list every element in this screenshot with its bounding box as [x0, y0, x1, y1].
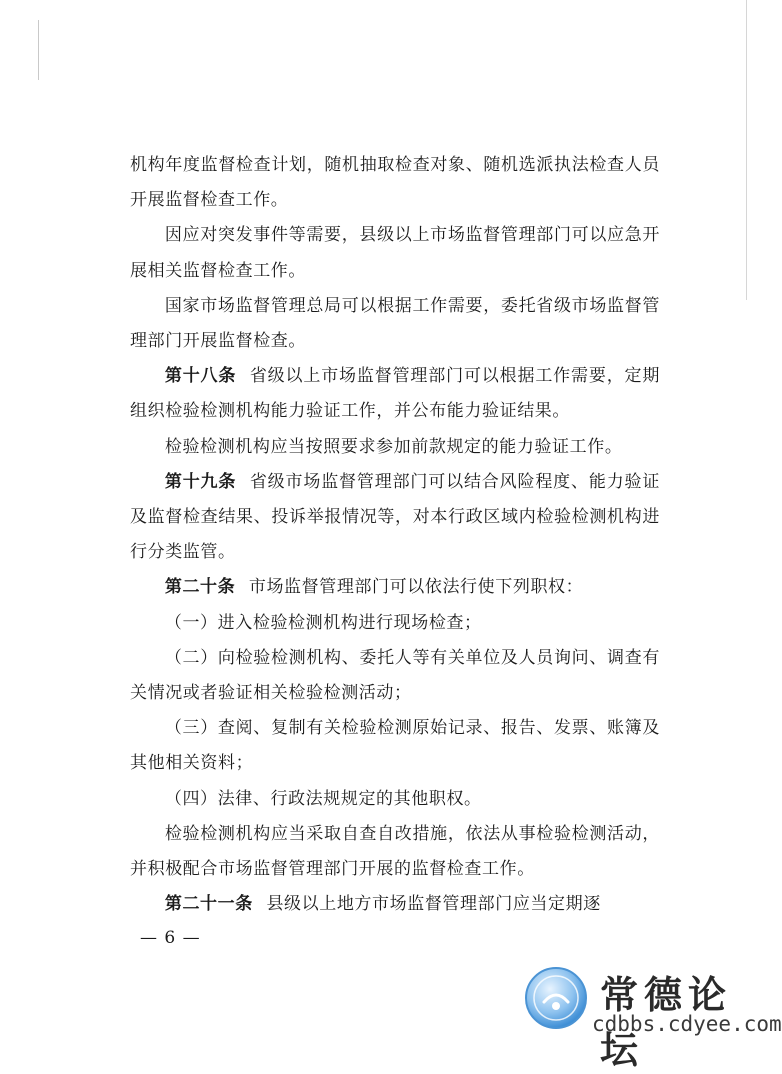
paragraph-text: （一）进入检验检测机构进行现场检查； [164, 612, 482, 633]
paragraph-text: 检验检测机构应当采取自查自改措施，依法从事检验检测活动，并积极配合市场监督管理部门开展的监督检查工作。 [130, 823, 660, 880]
paragraph [130, 218, 660, 288]
paragraph-text: 国家市场监督管理总局可以根据工作需要，委托省级市场监督管理部门开展监督检查。 [130, 295, 660, 352]
list-item [130, 711, 660, 781]
paragraph-text: 机构年度监督检查计划，随机抽取检查对象、随机选派执法检查人员开展监督检查工作。 [130, 155, 660, 211]
watermark-url: cdbbs.cdyee.com [592, 1012, 782, 1036]
paragraph [130, 148, 660, 218]
paragraph [130, 430, 660, 465]
document-body [130, 148, 660, 922]
article-19 [130, 465, 660, 571]
forum-logo-icon [524, 966, 588, 1030]
page-number: — 6 — [140, 928, 201, 948]
paragraph-text: （四）法律、行政法规规定的其他职权。 [164, 788, 482, 809]
watermark-title: 常德论坛 [600, 972, 733, 1072]
article-heading: 第二十条 [164, 577, 236, 598]
list-item [130, 641, 660, 711]
paragraph-text: 省级市场监督管理部门可以结合风险程度、能力验证及监督检查结果、投诉举报情况等，对本行政区域内检验检测机构进行分类监管。 [130, 471, 660, 563]
article-heading: 第十九条 [164, 471, 237, 492]
paragraph-text: 检验检测机构应当按照要求参加前款规定的能力验证工作。 [164, 436, 623, 457]
paragraph [130, 817, 660, 887]
list-item [130, 782, 660, 817]
paragraph-text: 市场监督管理部门可以依法行使下列职权： [248, 577, 584, 598]
paragraph-text: 省级以上市场监督管理部门可以根据工作需要，定期组织检验检测机构能力验证工作，并公布能力验证结果。 [130, 366, 660, 422]
paragraph-text: 因应对突发事件等需要，县级以上市场监督管理部门可以应急开展相关监督检查工作。 [130, 225, 660, 281]
paragraph [130, 289, 660, 359]
scan-edge-right [746, 0, 747, 300]
scan-edge-left [38, 20, 39, 80]
article-heading: 第十八条 [164, 366, 237, 387]
paragraph-text: （三）查阅、复制有关检验检测原始记录、报告、发票、账簿及其他相关资料； [130, 718, 660, 774]
paragraph-text: 县级以上地方市场监督管理部门应当定期逐 [266, 894, 601, 915]
article-21 [130, 887, 660, 922]
article-18 [130, 359, 660, 429]
paragraph-text: （二）向检验检测机构、委托人等有关单位及人员询问、调查有关情况或者验证相关检验检测活动； [130, 647, 660, 704]
article-heading: 第二十一条 [164, 894, 253, 915]
list-item [130, 606, 660, 641]
forum-watermark [520, 960, 782, 1072]
article-20 [130, 570, 660, 605]
